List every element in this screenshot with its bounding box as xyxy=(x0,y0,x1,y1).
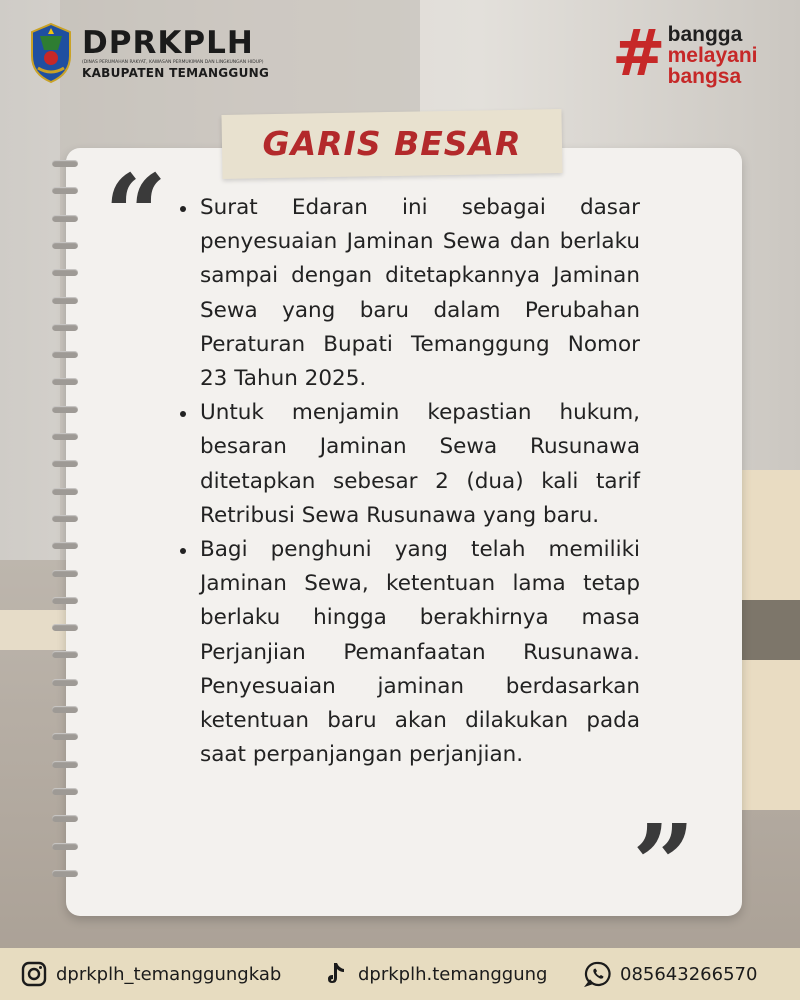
tiktok-handle: dprkplh.temanggung xyxy=(358,963,548,985)
spiral-ring xyxy=(52,269,78,276)
slogan-logo xyxy=(612,17,758,91)
spiral-ring xyxy=(52,733,78,740)
org-fullname: (DINAS PERUMAHAN RAKYAT, KAWASAN PERMUKIMAN DAN LINGKUNGAN HIDUP) xyxy=(82,59,264,65)
spiral-ring xyxy=(52,488,78,495)
spiral-ring xyxy=(52,160,78,167)
regency-emblem-icon xyxy=(28,22,74,84)
spiral-ring xyxy=(52,542,78,549)
spiral-ring xyxy=(52,651,78,658)
spiral-ring xyxy=(52,815,78,822)
footer-tiktok[interactable] xyxy=(322,948,547,1000)
spiral-ring xyxy=(52,433,78,440)
instagram-icon xyxy=(20,960,48,988)
spiral-ring xyxy=(52,187,78,194)
instagram-handle: dprkplh_temanggungkab xyxy=(56,963,282,985)
section-title: GARIS BESAR xyxy=(262,124,522,163)
background-chair xyxy=(740,600,800,660)
spiral-ring xyxy=(52,515,78,522)
spiral-ring xyxy=(52,870,78,877)
whatsapp-number: 085643266570 xyxy=(620,963,758,985)
footer-whatsapp[interactable] xyxy=(584,948,757,1000)
spiral-ring xyxy=(52,679,78,686)
spiral-ring xyxy=(52,242,78,249)
slogan-word-3: bangsa xyxy=(667,65,742,88)
spiral-ring xyxy=(52,706,78,713)
spiral-ring xyxy=(52,624,78,631)
spiral-ring xyxy=(52,324,78,331)
spiral-ring xyxy=(52,843,78,850)
spiral-ring xyxy=(52,570,78,577)
open-quote-icon: “ xyxy=(104,150,168,279)
footer-instagram[interactable] xyxy=(20,948,281,1000)
spiral-ring xyxy=(52,761,78,768)
tiktok-icon xyxy=(322,960,350,988)
bullet-point: Untuk menjamin kepastian hukum, besaran Jaminan Sewa Rusunawa ditetapkan sebesar 2 (dua) kali tarif Retribusi Sewa Rusunawa yang baru. xyxy=(176,396,640,533)
slogan-word-1: bangga xyxy=(667,23,743,46)
content-body xyxy=(176,191,640,772)
spiral-ring xyxy=(52,597,78,604)
org-logo xyxy=(28,22,269,84)
notebook-spiral xyxy=(52,160,82,900)
spiral-ring xyxy=(52,406,78,413)
slogan-word-2: melayani xyxy=(667,44,758,67)
spiral-ring xyxy=(52,215,78,222)
slogan-hash: # xyxy=(612,17,666,91)
org-name: DPRKPLH xyxy=(82,24,254,61)
bullet-point: Surat Edaran ini sebagai dasar penyesuaian Jaminan Sewa dan berlaku sampai dengan ditetapkannya Jaminan Sewa yang baru dalam Perubahan Peraturan Bupati Temanggung Nomor 23 Tahun 2025. xyxy=(176,191,640,396)
whatsapp-icon xyxy=(584,960,612,988)
spiral-ring xyxy=(52,460,78,467)
spiral-ring xyxy=(52,378,78,385)
close-quote-icon: ” xyxy=(632,800,696,929)
spiral-ring xyxy=(52,297,78,304)
footer-bar xyxy=(0,948,800,1000)
spiral-ring xyxy=(52,351,78,358)
regency-name: KABUPATEN TEMANGGUNG xyxy=(82,65,270,80)
bullet-point: Bagi penghuni yang telah memiliki Jaminan Sewa, ketentuan lama tetap berlaku hingga berakhirnya masa Perjanjian Pemanfaatan Rusunawa. Penyesuaian jaminan berdasarkan ketentuan baru akan dilakukan pada saat perpanjangan perjanjian. xyxy=(176,533,640,772)
spiral-ring xyxy=(52,788,78,795)
